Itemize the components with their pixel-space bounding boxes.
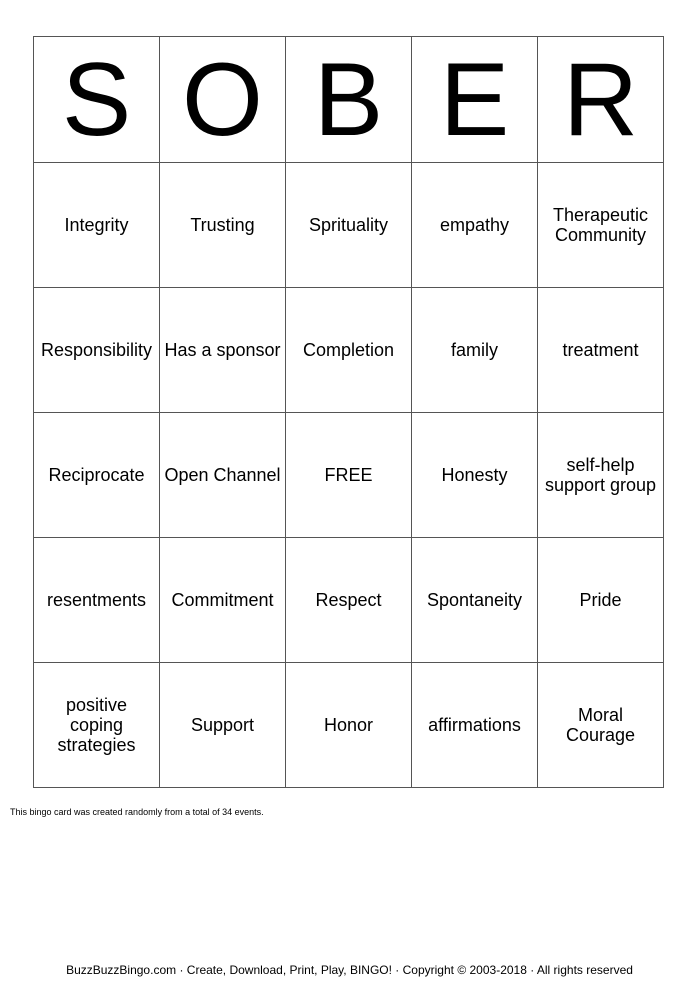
card-cell: Honor — [286, 663, 412, 788]
card-cell: Trusting — [160, 163, 286, 288]
card-cell: Responsibility — [34, 288, 160, 413]
card-cell: Sprituality — [286, 163, 412, 288]
card-row-4 — [34, 538, 664, 663]
card-cell: Reciprocate — [34, 413, 160, 538]
card-cell: positive coping strategies — [34, 663, 160, 788]
card-cell: resentments — [34, 538, 160, 663]
header-row — [34, 37, 664, 163]
card-cell: self-help support group — [538, 413, 664, 538]
card-cell: Respect — [286, 538, 412, 663]
card-cell: Has a sponsor — [160, 288, 286, 413]
header-letter-b: B — [286, 37, 412, 163]
card-row-3 — [34, 413, 664, 538]
bingo-card — [33, 36, 664, 788]
card-row-5 — [34, 663, 664, 788]
header-letter-e: E — [412, 37, 538, 163]
card-row-2 — [34, 288, 664, 413]
card-cell: Commitment — [160, 538, 286, 663]
card-cell: family — [412, 288, 538, 413]
free-space-cell: FREE — [286, 413, 412, 538]
header-letter-o: O — [160, 37, 286, 163]
header-letter-s: S — [34, 37, 160, 163]
card-cell: Integrity — [34, 163, 160, 288]
card-cell: Pride — [538, 538, 664, 663]
card-cell: Open Channel — [160, 413, 286, 538]
card-cell: affirmations — [412, 663, 538, 788]
card-row-1 — [34, 163, 664, 288]
card-cell: Honesty — [412, 413, 538, 538]
card-generation-note: This bingo card was created randomly from a total of 34 events. — [10, 807, 264, 817]
card-cell: Support — [160, 663, 286, 788]
card-cell: empathy — [412, 163, 538, 288]
header-letter-r: R — [538, 37, 664, 163]
card-cell: Therapeutic Community — [538, 163, 664, 288]
card-cell: Spontaneity — [412, 538, 538, 663]
page-footer: BuzzBuzzBingo.com · Create, Download, Print, Play, BINGO! · Copyright © 2003-2018 · All rights reserved — [66, 963, 633, 977]
card-cell: Moral Courage — [538, 663, 664, 788]
card-cell: Completion — [286, 288, 412, 413]
card-cell: treatment — [538, 288, 664, 413]
